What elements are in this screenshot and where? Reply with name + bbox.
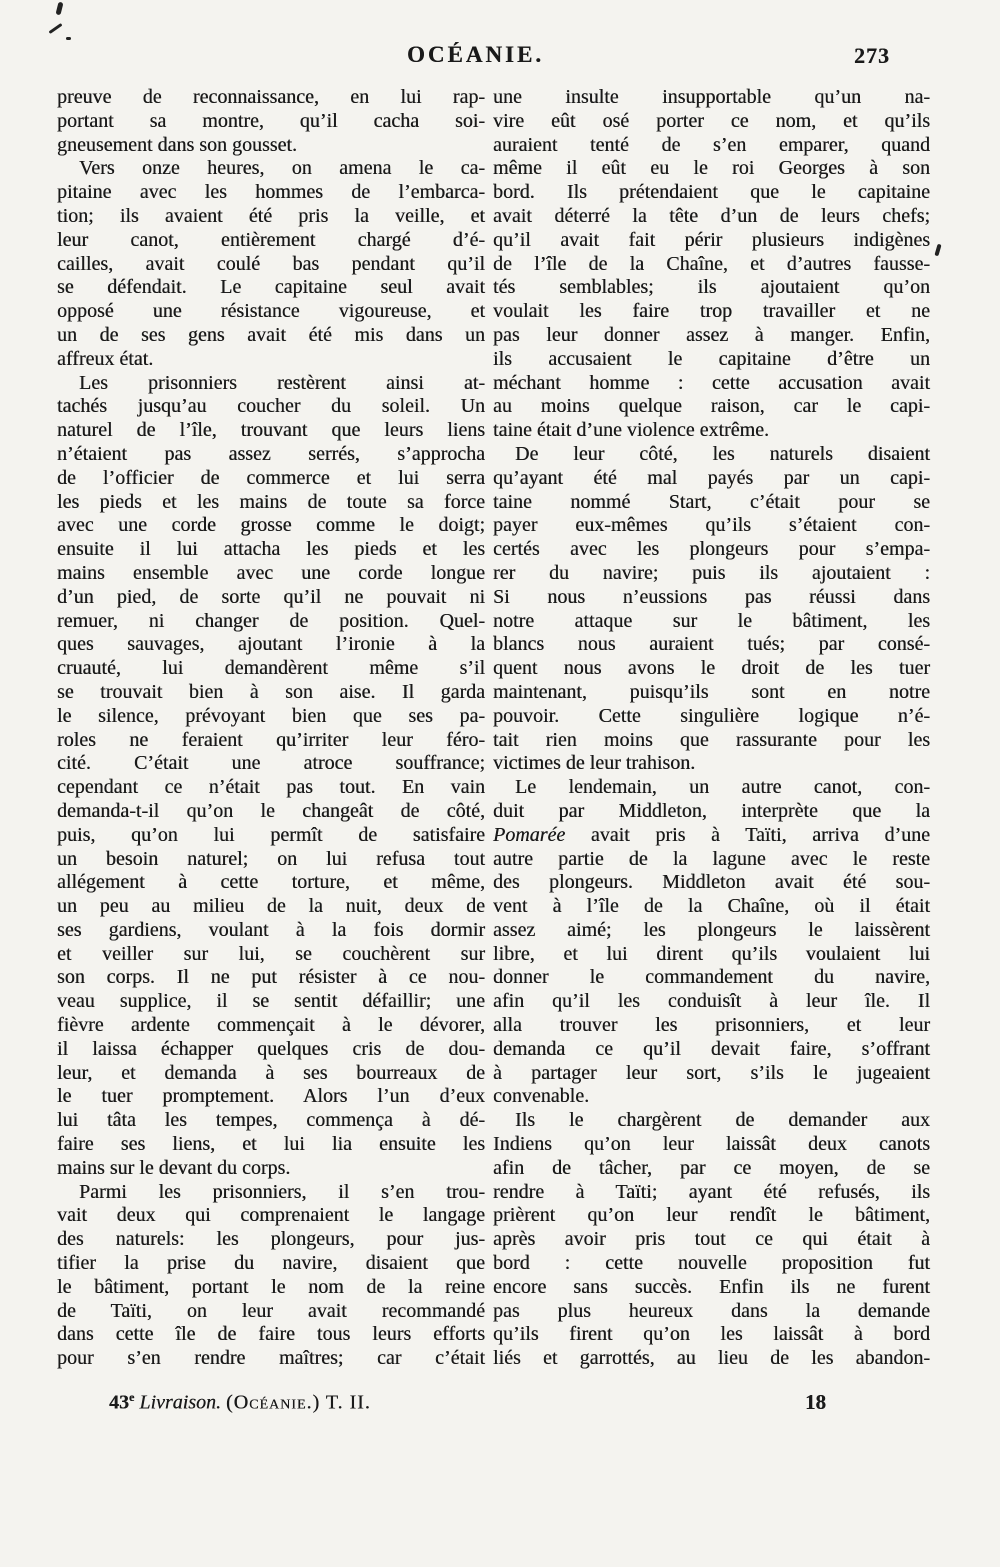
text-line: payer eux-mêmes qu’ils s’étaient con-: [493, 514, 930, 537]
text-line: cependant ce n’était pas tout. En vain: [57, 776, 485, 799]
series-label: (Océanie.) T. II.: [226, 1391, 371, 1414]
text-line: de l’officier de commerce et lui serra: [57, 466, 485, 489]
text-line: n’étaient pas assez serrés, s’approcha: [57, 442, 485, 465]
text-line: victimes de leur trahison.: [493, 752, 696, 775]
text-line: prièrent qu’on leur rendît le bâtiment,: [493, 1204, 930, 1227]
issue-number: 43: [109, 1391, 129, 1414]
issue-word: Livraison.: [139, 1391, 222, 1414]
text-line: preuve de reconnaissance, en lui rap-: [57, 86, 485, 108]
text-line: taine était d’une violence extrême.: [493, 419, 769, 442]
text-line: cailles, avait coulé bas pendant qu’il: [57, 252, 485, 275]
text-line: Vers onze heures, on amena le ca-: [79, 157, 485, 180]
page-number: 273: [854, 43, 890, 68]
sheet-number: 18: [805, 1390, 826, 1414]
text-line: Indiens qu’on leur laissât deux canots: [493, 1133, 930, 1156]
text-line: libre, et lui dirent qu’ils voulaient lui: [493, 942, 930, 965]
text-line: à partager leur sort, s’ils le jugeaient: [493, 1061, 930, 1084]
text-line: vire eût osé porter ce nom, et qu’ils: [493, 109, 930, 132]
text-line: un peu au milieu de la nuit, deux de: [57, 895, 485, 918]
text-line: alla trouver les prisonniers, et leur: [493, 1014, 930, 1037]
text-line: un besoin naturel; on lui refusa tout: [57, 847, 485, 870]
ink-speck: [48, 23, 62, 34]
text-line: tachés jusqu’au coucher du soleil. Un: [57, 395, 485, 418]
text-line: demanda-t-il qu’on le changeât de côté,: [57, 799, 485, 822]
text-line: maintenant, puisqu’ils sont en notre: [493, 680, 930, 703]
text-line: allégement à cette torture, et même,: [57, 871, 485, 894]
text-line: Parmi les prisonniers, il s’en trou-: [79, 1180, 485, 1203]
text-line: gneusement dans son gousset.: [57, 133, 297, 156]
text-line: qu’il avait fait périr plusieurs indigènes: [493, 228, 930, 251]
text-line: assez aimé; les plongeurs le laissèrent: [493, 918, 930, 941]
text-line: dans cette île de faire tous leurs efforts: [57, 1323, 485, 1346]
text-line: méchant homme : cette accusation avait: [493, 371, 930, 394]
text-line: de Taïti, on leur avait recommandé: [57, 1299, 485, 1322]
text-line: au moins quelque raison, car le capi-: [493, 395, 930, 418]
text-line: une insulte insupportable qu’un na-: [493, 86, 930, 108]
text-line: lui tâta les tempes, commença à dé-: [57, 1109, 485, 1132]
running-title: OCÉANIE.: [406, 42, 545, 67]
text-line: bord. Ils prétendaient que le capitaine: [493, 181, 930, 204]
text-line: liés et garrottés, au lieu de les abandon-: [493, 1347, 930, 1370]
text-line: Le lendemain, un autre canot, con-: [515, 776, 930, 799]
text-line: cité. C’était une atroce souffrance;: [57, 752, 485, 775]
text-line: portant sa montre, qu’il cacha soi-: [57, 109, 485, 132]
text-line: veau supplice, il se sentit défaillir; une: [57, 990, 485, 1013]
text-line: encore sans succès. Enfin ils ne furent: [493, 1275, 930, 1298]
text-line: le silence, prévoyant bien que ses pa-: [57, 704, 485, 727]
text-line: fièvre ardente commençait à le dévorer,: [57, 1014, 485, 1037]
text-line: vait deux qui comprenaient le langage: [57, 1204, 485, 1227]
text-line: faire ses liens, et lui lia ensuite les: [57, 1133, 485, 1156]
text-line: pouvoir. Cette singulière logique n’é-: [493, 704, 930, 727]
text-line: pour s’en rendre maîtres; car c’était: [57, 1347, 485, 1370]
text-line: rer du navire; puis ils ajoutaient :: [493, 561, 930, 584]
page-header: [57, 42, 930, 74]
text-columns: [57, 86, 930, 1371]
text-line: remuer, ni changer de position. Quel-: [57, 609, 485, 632]
text-line: De leur côté, les naturels disaient: [515, 442, 930, 465]
text-line: pas leur donner assez à manger. Enfin,: [493, 323, 930, 346]
text-line: ses gardiens, voulant à la fois dormir: [57, 918, 485, 941]
text-line: leur canot, entièrement chargé d’é-: [57, 228, 485, 251]
text-line: et veiller sur lui, se couchèrent sur: [57, 942, 485, 965]
text-line: un de ses gens avait été mis dans un: [57, 323, 485, 346]
text-line: tifier la prise du navire, disaient que: [57, 1252, 485, 1275]
issue-ordinal: e: [129, 1390, 135, 1404]
text-line: après avoir pris tout ce qui était à: [493, 1228, 930, 1251]
text-column-left: [57, 86, 485, 1371]
text-line: ils accusaient le capitaine d’être un: [493, 347, 930, 370]
text-line: affreux état.: [57, 347, 154, 370]
text-line: taine nommé Start, c’était pour se: [493, 490, 930, 513]
text-line: ques sauvages, ajoutant l’ironie à la: [57, 633, 485, 656]
text-line: d’un pied, de sorte qu’il ne pouvait ni: [57, 585, 485, 608]
page-footer: [57, 1390, 930, 1422]
text-line: pitaine avec les hommes de l’embarca-: [57, 181, 485, 204]
text-line: les pieds et les mains de toute sa force: [57, 490, 485, 513]
text-line: même il eût eu le roi Georges à son: [493, 157, 930, 180]
text-line: se trouvait bien à son aise. Il garda: [57, 680, 485, 703]
text-line: ensuite il lui attacha les pieds et les: [57, 538, 485, 561]
text-line: pas plus heureux dans la demande: [493, 1299, 930, 1322]
text-line: des naturels: les plongeurs, pour jus-: [57, 1228, 485, 1251]
text-line: tés semblables; ils ajoutaient qu’on: [493, 276, 930, 299]
text-line: avec une corde grosse comme le doigt;: [57, 514, 485, 537]
text-line: convenable.: [493, 1085, 590, 1108]
text-line: opposé une résistance vigoureuse, et: [57, 300, 485, 323]
text-line: tait rien moins que rassurante pour les: [493, 728, 930, 751]
ink-speck: [56, 2, 64, 16]
text-line: autre partie de la lagune avec le reste: [493, 847, 930, 870]
text-line: auraient tenté de s’en emparer, quand: [493, 133, 930, 156]
text-line: quent nous avons le droit de les tuer: [493, 657, 930, 680]
text-line: rendre à Taïti; ayant été refusés, ils: [493, 1180, 930, 1203]
text-line: le tuer promptement. Alors l’un d’eux: [57, 1085, 485, 1108]
text-column-right: [493, 86, 930, 1371]
text-line: roles ne feraient qu’irriter leur féro-: [57, 728, 485, 751]
text-line: donner le commandement du navire,: [493, 966, 930, 989]
text-line: de l’île de la Chaîne, et d’autres fausse-: [493, 252, 930, 275]
text-line: Pomarée avait pris à Taïti, arriva d’une: [493, 823, 930, 846]
text-line: certés avec les plongeurs pour s’empa-: [493, 538, 930, 561]
text-line: Si nous n’eussions pas réussi dans: [493, 585, 930, 608]
printer-signature: [109, 1390, 371, 1415]
text-line: puis, qu’on lui permît de satisfaire: [57, 823, 485, 846]
text-line: bord : cette nouvelle proposition fut: [493, 1252, 930, 1275]
text-line: qu’ils firent qu’on les laissât à bord: [493, 1323, 930, 1346]
text-line: naturel de l’île, trouvant que leurs liens: [57, 419, 485, 442]
text-line: des plongeurs. Middleton avait été sou-: [493, 871, 930, 894]
text-line: mains sur le devant du corps.: [57, 1156, 291, 1179]
text-line: il laissa échapper quelques cris de dou-: [57, 1037, 485, 1060]
text-line: Les prisonniers restèrent ainsi at-: [79, 371, 485, 394]
text-line: voulait les faire trop travailler et ne: [493, 300, 930, 323]
text-line: avait déterré la tête d’un de leurs chefs;: [493, 204, 930, 227]
text-line: le bâtiment, portant le nom de la reine: [57, 1275, 485, 1298]
text-line: afin qu’il les conduisît à leur île. Il: [493, 990, 930, 1013]
text-line: tion; ils avaient été pris la veille, et: [57, 204, 485, 227]
text-line: cruauté, lui demandèrent même s’il: [57, 657, 485, 680]
text-line: vent à l’île de la Chaîne, où il était: [493, 895, 930, 918]
text-line: leur, et demanda à ses bourreaux de: [57, 1061, 485, 1084]
text-line: se défendait. Le capitaine seul avait: [57, 276, 485, 299]
text-line: qu’ayant été mal payés par un capi-: [493, 466, 930, 489]
text-line: blancs nous auraient tués; par consé-: [493, 633, 930, 656]
text-line: duit par Middleton, interprète que la: [493, 799, 930, 822]
text-line: demanda ce qu’il devait faire, s’offrant: [493, 1037, 930, 1060]
ink-speck: [66, 37, 71, 40]
text-line: mains ensemble avec une corde longue: [57, 561, 485, 584]
text-line: Ils le chargèrent de demander aux: [515, 1109, 930, 1132]
text-line: notre attaque sur le bâtiment, les: [493, 609, 930, 632]
text-line: afin de tâcher, par ce moyen, de se: [493, 1156, 930, 1179]
ink-speck: [934, 244, 941, 257]
text-line: son corps. Il ne put résister à ce nou-: [57, 966, 485, 989]
